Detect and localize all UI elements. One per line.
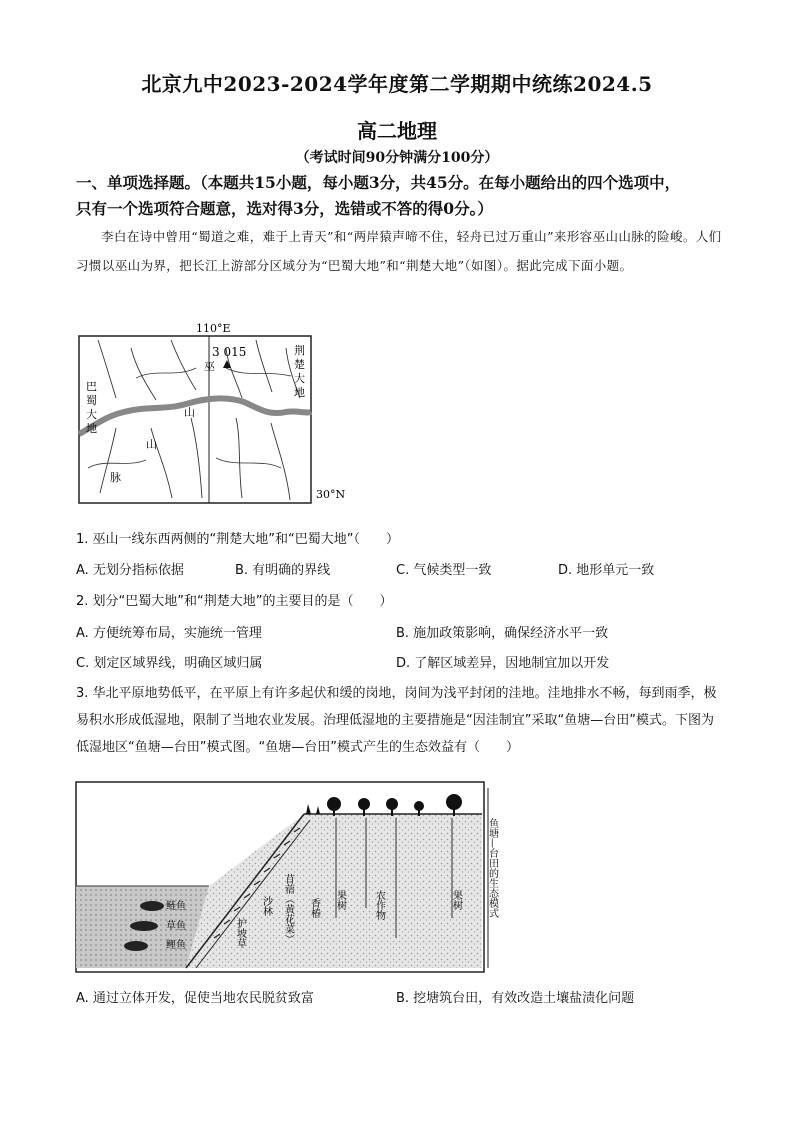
exam-info: （考试时间90分钟满分100分） — [295, 150, 499, 166]
question-1-option-a[interactable]: A. 无划分指标依据 — [76, 563, 184, 578]
map-lat-label: 30°N — [316, 488, 346, 501]
question-3-option-b[interactable]: B. 挖塘筑台田，有效改造土壤盐渍化问题 — [396, 991, 635, 1006]
question-3-stem: 3. 华北平原地势低平，在平原上有许多起伏和缓的岗地，岗间为浅平封闭的洼地。洼地排水不畅，每到雨季，极易积水形成低湿地，限制了当地农业发展。治理低湿地的主要措施是“因洼制宜”采取“鱼塘—台田”模式。下图为低湿地区“鱼塘—台田”模式图。“鱼塘—台田”模式产生的生态效益有（ ） — [76, 686, 717, 755]
exam-subject: 高二地理 — [357, 119, 437, 143]
map-right-region-1: 楚 — [294, 358, 305, 371]
map-wu-label: 巫 — [204, 360, 215, 373]
question-1-option-d[interactable]: D. 地形单元一致 — [558, 563, 655, 578]
map-right-region-0: 荆 — [294, 344, 305, 357]
label-shelter: 沙林 — [260, 896, 272, 916]
section-line-2: 只有一个选项符合题意，选对得3分，选错或不答的得0分。） — [76, 199, 493, 218]
map-left-region-0: 巴 — [86, 380, 97, 393]
label-toon: 香椿 — [308, 898, 320, 918]
map-mountain-2: 脉 — [110, 471, 121, 484]
question-2-option-c[interactable]: C. 划定区域界线，明确区域归属 — [76, 656, 263, 671]
map-peak-label: 3 015 — [212, 345, 247, 359]
map-right-region-3: 地 — [294, 386, 305, 399]
question-2-option-d[interactable]: D. 了解区域差异，因地制宜加以开发 — [396, 656, 610, 671]
question-3-option-a[interactable]: A. 通过立体开发，促使当地农民脱贫致富 — [76, 991, 314, 1006]
question-2-stem: 2. 划分“巴蜀大地”和“荆楚大地”的主要目的是（ ） — [76, 594, 393, 609]
label-fruit-2: 果树 — [450, 890, 462, 910]
map-left-region-1: 蜀 — [86, 394, 97, 407]
label-fruit-1: 果树 — [334, 890, 346, 910]
diagram-side-title: 鱼塘—台田的生态模式 — [486, 818, 498, 918]
question-1-option-c[interactable]: C. 气候类型一致 — [396, 563, 492, 578]
map-mountain-1: 山 — [146, 438, 157, 451]
map-mountain-0: 山 — [184, 406, 195, 419]
question-1-option-b[interactable]: B. 有明确的界线 — [235, 563, 331, 578]
section-line-1: 一、单项选择题。（本题共15小题，每小题3分，共45分。在每小题给出的四个选项中， — [76, 173, 681, 192]
wushan-map — [76, 318, 366, 508]
section-heading — [76, 170, 726, 222]
label-slope-grass: 护坡草 — [234, 918, 246, 948]
exam-title: 北京九中2023-2024学年度第二学期期中统练2024.5 — [141, 72, 653, 96]
question-1-stem: 1. 巫山一线东西两侧的“荆楚大地”和“巴蜀大地”（ ） — [76, 532, 399, 547]
fishpond-platform-diagram — [74, 778, 506, 978]
map-left-region-2: 大 — [86, 408, 97, 421]
label-alfalfa: 苜蓿（黄花菜） — [282, 874, 294, 944]
question-2-option-b[interactable]: B. 施加政策影响，确保经济水平一致 — [396, 626, 609, 641]
map-left-region-3: 地 — [86, 422, 97, 435]
fish-label-2: 草鱼 — [166, 921, 186, 932]
intro-passage: 李白在诗中曾用“蜀道之难，难于上青天”和“两岸猿声啼不住，轻舟已过万重山”来形容巫山山脉的险峻。人们习惯以巫山为界，把长江上游部分区域分为“巴蜀大地”和“荆楚大地”（如图）。据此完成下面小题。 — [76, 229, 722, 273]
map-right-region-2: 大 — [294, 372, 305, 385]
label-crops: 农作物 — [373, 890, 385, 920]
question-2-option-a[interactable]: A. 方便统筹布局，实施统一管理 — [76, 626, 262, 641]
fish-label-1: 鲢鱼 — [166, 901, 186, 912]
fish-label-3: 鲤鱼 — [166, 940, 186, 951]
map-lon-label: 110°E — [196, 322, 231, 335]
